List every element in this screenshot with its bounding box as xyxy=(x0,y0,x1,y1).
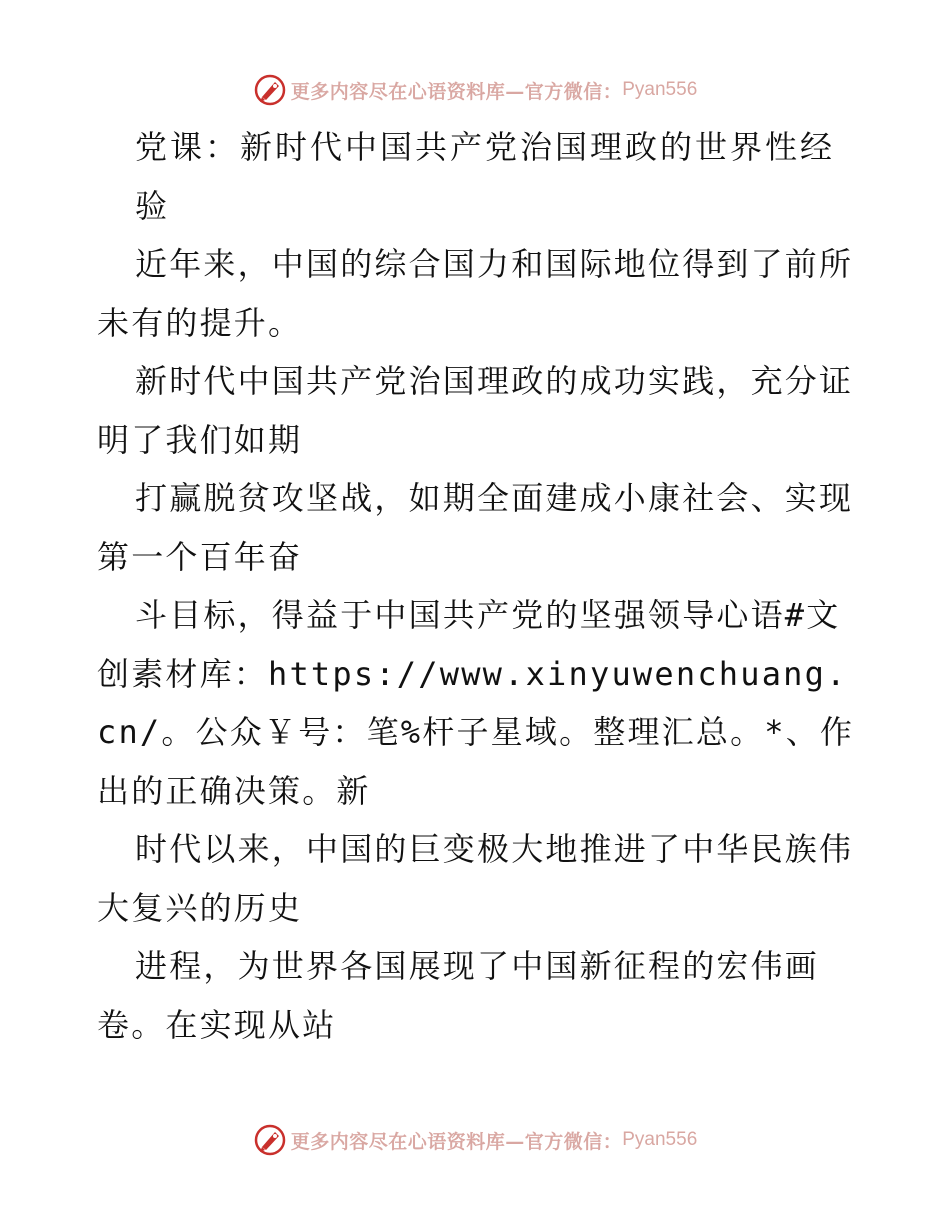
document-body xyxy=(97,118,857,1054)
footer-banner-text: 更多内容尽在心语资料库—官方微信： xyxy=(290,1130,623,1153)
header-banner xyxy=(0,70,950,110)
fountain-pen-badge-icon xyxy=(253,1123,287,1157)
paragraph: 时代以来，中国的巨变极大地推进了中华民族伟大复兴的历史 xyxy=(97,830,854,927)
header-banner-text: 更多内容尽在心语资料库—官方微信： xyxy=(290,80,623,103)
paragraph: 新时代中国共产党治国理政的成功实践，充分证明了我们如期 xyxy=(97,362,854,459)
paragraph: 进程，为世界各国展现了中国新征程的宏伟画卷。在实现从站 xyxy=(97,947,820,1044)
document-title: 党课：新时代中国共产党治国理政的世界性经验 xyxy=(135,128,836,225)
paragraph: 打赢脱贫攻坚战，如期全面建成小康社会、实现第一个百年奋 xyxy=(97,479,854,576)
header-banner-handle: Pyan556 xyxy=(622,79,698,100)
fountain-pen-badge-icon xyxy=(253,73,287,107)
footer-banner-handle: Pyan556 xyxy=(622,1129,698,1150)
paragraph: 近年来，中国的综合国力和国际地位得到了前所未有的提升。 xyxy=(97,245,854,342)
paragraph: 斗目标，得益于中国共产党的坚强领导心语#文创素材库：https://www.xinyuwenchuang.cn/。公众￥号：笔%杆子星域。整理汇总。*、作出的正确决策。新 xyxy=(97,596,855,810)
footer-banner xyxy=(0,1120,950,1160)
